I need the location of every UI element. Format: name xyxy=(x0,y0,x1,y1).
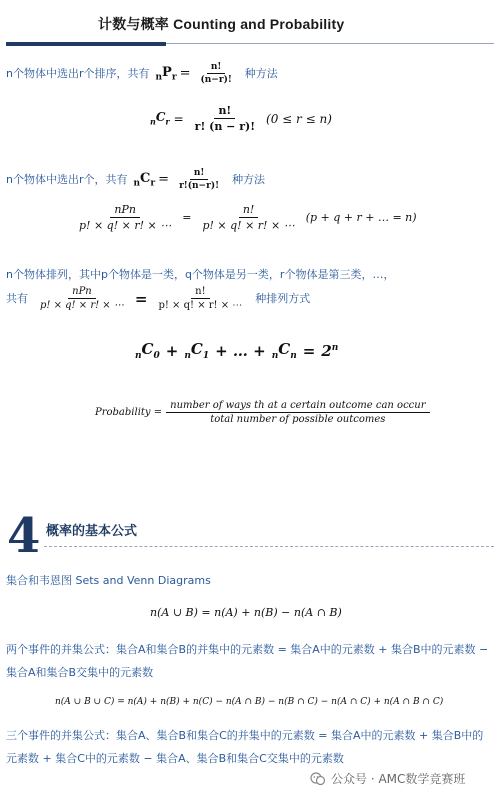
grouping-num-2: n! xyxy=(191,286,209,299)
combination-formula: $_nC_r$ = $\frac{n!}{r! (n - r)!}$ (0 ≤ r ≤ n) xyxy=(150,104,332,133)
multinomial-condition: (p + q + r + … = n) xyxy=(305,211,417,224)
header-rule xyxy=(6,42,166,46)
permutation-line: n个物体中选出r个排序，共有 $_nP_r$ = $\frac{n!}{(n-r)!}$ 种方法 xyxy=(6,62,278,85)
multinomial-formula xyxy=(72,203,417,232)
permutation-symbol: $_nP_r$ xyxy=(155,64,177,83)
section-4-title: 概率的基本公式 xyxy=(46,524,138,539)
permutation-den: (n−r)! xyxy=(200,75,232,85)
grouping-fraction-1 xyxy=(36,286,128,311)
grouping-num-1: nPn xyxy=(68,286,96,299)
grouping-suffix: 种排列方式 xyxy=(255,291,311,305)
grouping-den-1: p! × q! × r! × ⋯ xyxy=(40,300,124,311)
grouping-prefix: 共有 xyxy=(6,291,28,305)
combination-line: n个物体中选出r个，共有 $_nC_r$ = $\frac{n!}{r!(n-r)!}$ 种方法 xyxy=(6,168,266,191)
multinomial-num-2: n! xyxy=(239,203,259,218)
section-header xyxy=(0,0,502,50)
permutation-suffix: 种方法 xyxy=(244,66,278,80)
sets-heading: 集合和韦恩图 Sets and Venn Diagrams xyxy=(6,574,211,587)
section-title: 计数与概率 Counting and Probability xyxy=(98,16,345,32)
combination-line-num: n! xyxy=(190,168,209,180)
union-three-desc-line2: 元素数 + 集合C中的元素数 − 集合A、集合B和集合C交集中的元素数 xyxy=(6,752,344,765)
header-rule-thin xyxy=(166,43,494,44)
permutation-fraction xyxy=(196,62,235,85)
wechat-icon xyxy=(310,771,326,787)
permutation-intro: n个物体中选出r个排序，共有 xyxy=(6,66,150,80)
combination-condition: (0 ≤ r ≤ n) xyxy=(266,111,332,126)
union-three-desc-line1: 三个事件的并集公式：集合A、集合B和集合C的并集中的元素数 = 集合A中的元素数 + 集合B中的 xyxy=(6,729,484,742)
union-two-formula: n(A ∪ B) = n(A) + n(B) − n(A ∩ B) xyxy=(150,606,342,619)
watermark xyxy=(310,770,465,787)
probability-den: total number of possible outcomes xyxy=(210,414,386,425)
section-number: 4 xyxy=(7,508,41,564)
probability-formula xyxy=(95,400,433,425)
multinomial-den-1: p! × q! × r! × ⋯ xyxy=(79,219,172,232)
watermark-text: 公众号 · AMC数学竞赛班 xyxy=(331,772,466,786)
grouping-description: n个物体排列，其中p个物体是一类，q个物体是另一类，r个物体是第三类，…， xyxy=(6,268,395,281)
combination-fraction xyxy=(191,104,259,133)
multinomial-den-2: p! × q! × r! × ⋯ xyxy=(202,219,295,232)
binomial-sum: $_nC_0$ + $_nC_1$ + … + $_nC_n$ = 2$^n$ xyxy=(135,340,339,361)
union-three-formula: n(A ∪ B ∪ C) = n(A) + n(B) + n(C) − n(A ∩ B) − n(B ∩ C) − n(A ∩ C) + n(A ∩ B ∩ C) xyxy=(55,697,444,707)
probability-num: number of ways th at a certain outcome can occur xyxy=(166,400,429,413)
combination-intro: n个物体中选出r个，共有 xyxy=(6,172,128,186)
combination-den: r! (n − r)! xyxy=(194,120,256,133)
combination-line-den: r!(n−r)! xyxy=(179,181,220,191)
section-4-rule xyxy=(44,546,494,547)
multinomial-eq: = xyxy=(182,211,192,224)
probability-lhs: Probability = xyxy=(95,407,163,418)
grouping-den-2: p! × q! × r! × ⋯ xyxy=(158,300,243,311)
grouping-formula-line: 共有 $\frac{\text{nPn}}{p! \times q! \times r! \times \cdots}$ = $\frac{n!}{p! \times q! \times r! \times \cdots}$ 种排列方式 xyxy=(6,286,311,311)
combination-num: n! xyxy=(214,104,235,119)
grouping-fraction-2 xyxy=(154,286,246,311)
multinomial-fraction-2 xyxy=(198,203,298,232)
combination-line-fraction xyxy=(175,168,223,191)
probability-fraction xyxy=(166,400,429,425)
combination-suffix: 种方法 xyxy=(232,172,266,186)
union-two-desc-line2: 集合A和集合B交集中的元素数 xyxy=(6,666,154,679)
combination-symbol: $_nC_r$ xyxy=(133,170,156,189)
union-two-desc-line1: 两个事件的并集公式：集合A和集合B的并集中的元素数 = 集合A中的元素数 + 集合B中的元素数 − xyxy=(6,643,489,656)
permutation-num: n! xyxy=(207,62,226,74)
multinomial-fraction-1 xyxy=(75,203,175,232)
multinomial-num-1: nPn xyxy=(110,203,140,218)
